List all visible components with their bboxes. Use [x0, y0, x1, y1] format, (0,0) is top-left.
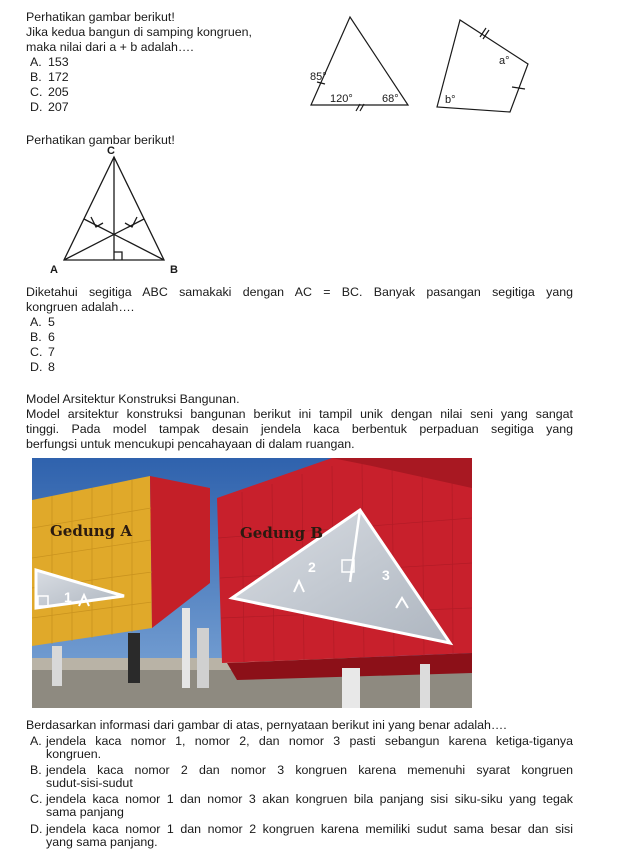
- q3-para3: berfungsi untuk mencukupi pencahayaan di dalam ruangan.: [26, 437, 355, 451]
- option-text: 172: [48, 70, 69, 84]
- q1-intro: Perhatikan gambar berikut!: [26, 10, 175, 24]
- support-pillar: [182, 608, 190, 688]
- q3-question: Berdasarkan informasi dari gambar di atas, pernyataan berikut ini yang benar adalah….: [26, 718, 507, 732]
- option-text-line2: sama panjang: [46, 805, 124, 819]
- option-letter: A.: [30, 55, 42, 69]
- option-letter: C.: [30, 85, 43, 99]
- q1-option-b[interactable]: [30, 70, 69, 84]
- q2-option-d[interactable]: [30, 360, 55, 374]
- option-letter: C.: [30, 345, 43, 359]
- support-pillar: [342, 668, 360, 708]
- gedung-a-label: Gedung A: [50, 522, 133, 540]
- q3-title: Model Arsitektur Konstruksi Bangunan.: [26, 392, 240, 406]
- angle-68-label: 68°: [382, 93, 399, 105]
- vertex-c-label: C: [107, 145, 115, 157]
- option-text: 205: [48, 85, 69, 99]
- support-pillar: [420, 664, 430, 708]
- option-text-line2: yang sama panjang.: [46, 835, 158, 849]
- option-text: 8: [48, 360, 55, 374]
- option-text-line1: jendela kaca nomor 1, nomor 2, dan nomor 3 pasti sebangun karena ketiga-tiganya: [46, 734, 573, 748]
- option-letter: A.: [30, 734, 42, 748]
- quadrilateral-left: [311, 17, 408, 105]
- q3-para1: Model arsitektur konstruksi bangunan berikut ini tampil unik dengan nilai seni yang sangat: [26, 407, 573, 421]
- vertex-b-label: B: [170, 264, 178, 276]
- option-text: 7: [48, 345, 55, 359]
- q1-line1: Jika kedua bangun di samping kongruen,: [26, 25, 252, 39]
- option-text-line1: jendela kaca nomor 1 dan nomor 2 kongruen karena memiliki sudut sama besar dan sisi: [46, 822, 573, 836]
- q2-line1: Diketahui segitiga ABC samakaki dengan AC = BC. Banyak pasangan segitiga yang: [26, 285, 573, 299]
- q2-option-c[interactable]: [30, 345, 55, 359]
- q1-line2: maka nilai dari a + b adalah….: [26, 40, 194, 54]
- option-letter: D.: [30, 822, 43, 836]
- option-text-line1: jendela kaca nomor 1 dan nomor 3 akan kongruen bila panjang sisi siku-siku yang tegak: [46, 792, 573, 806]
- window-2-number: 2: [308, 559, 316, 575]
- vertex-a-label: A: [50, 264, 58, 276]
- q1-quadrilaterals-figure: [300, 12, 540, 124]
- right-angle-mark: [114, 252, 122, 260]
- option-letter: B.: [30, 70, 42, 84]
- option-text-line1: jendela kaca nomor 2 dan nomor 3 kongruen karena memenuhi syarat kongruen: [46, 763, 573, 777]
- option-text-line2: sudut-sisi-sudut: [46, 776, 133, 790]
- option-text: 6: [48, 330, 55, 344]
- option-letter: D.: [30, 100, 43, 114]
- option-letter: A.: [30, 315, 42, 329]
- support-pillar: [52, 646, 62, 686]
- gedung-b-label: Gedung B: [240, 524, 324, 542]
- altitude-from-a: [64, 219, 144, 260]
- buildings-illustration: [32, 458, 472, 708]
- angle-a-label: a°: [499, 55, 510, 67]
- q1-option-a[interactable]: [30, 55, 69, 69]
- window-1-number: 1: [64, 589, 72, 605]
- altitude-from-b: [84, 219, 164, 260]
- q2-intro: Perhatikan gambar berikut!: [26, 133, 175, 147]
- q2-option-a[interactable]: [30, 315, 55, 329]
- option-text-line2: kongruen.: [46, 747, 102, 761]
- option-letter: C.: [30, 792, 43, 806]
- option-letter: B.: [30, 763, 42, 777]
- angle-85-label: 85°: [310, 71, 327, 83]
- option-text: 207: [48, 100, 69, 114]
- q2-triangle-figure: [44, 145, 184, 277]
- q2-option-b[interactable]: [30, 330, 55, 344]
- buildings-photo: [32, 458, 472, 708]
- option-letter: B.: [30, 330, 42, 344]
- support-pillar: [128, 633, 140, 683]
- q2-line2: kongruen adalah….: [26, 300, 135, 314]
- q1-option-d[interactable]: [30, 100, 69, 114]
- option-letter: D.: [30, 360, 43, 374]
- window-3-number: 3: [382, 567, 390, 583]
- option-text: 5: [48, 315, 55, 329]
- option-text: 153: [48, 55, 69, 69]
- angle-b-label: b°: [445, 94, 456, 106]
- q3-para2: tinggi. Pada model tampak desain jendela kaca berbentuk perpaduan segitiga yang: [26, 422, 573, 436]
- support-pillar: [197, 628, 209, 688]
- q1-option-c[interactable]: [30, 85, 69, 99]
- angle-120-label: 120°: [330, 93, 353, 105]
